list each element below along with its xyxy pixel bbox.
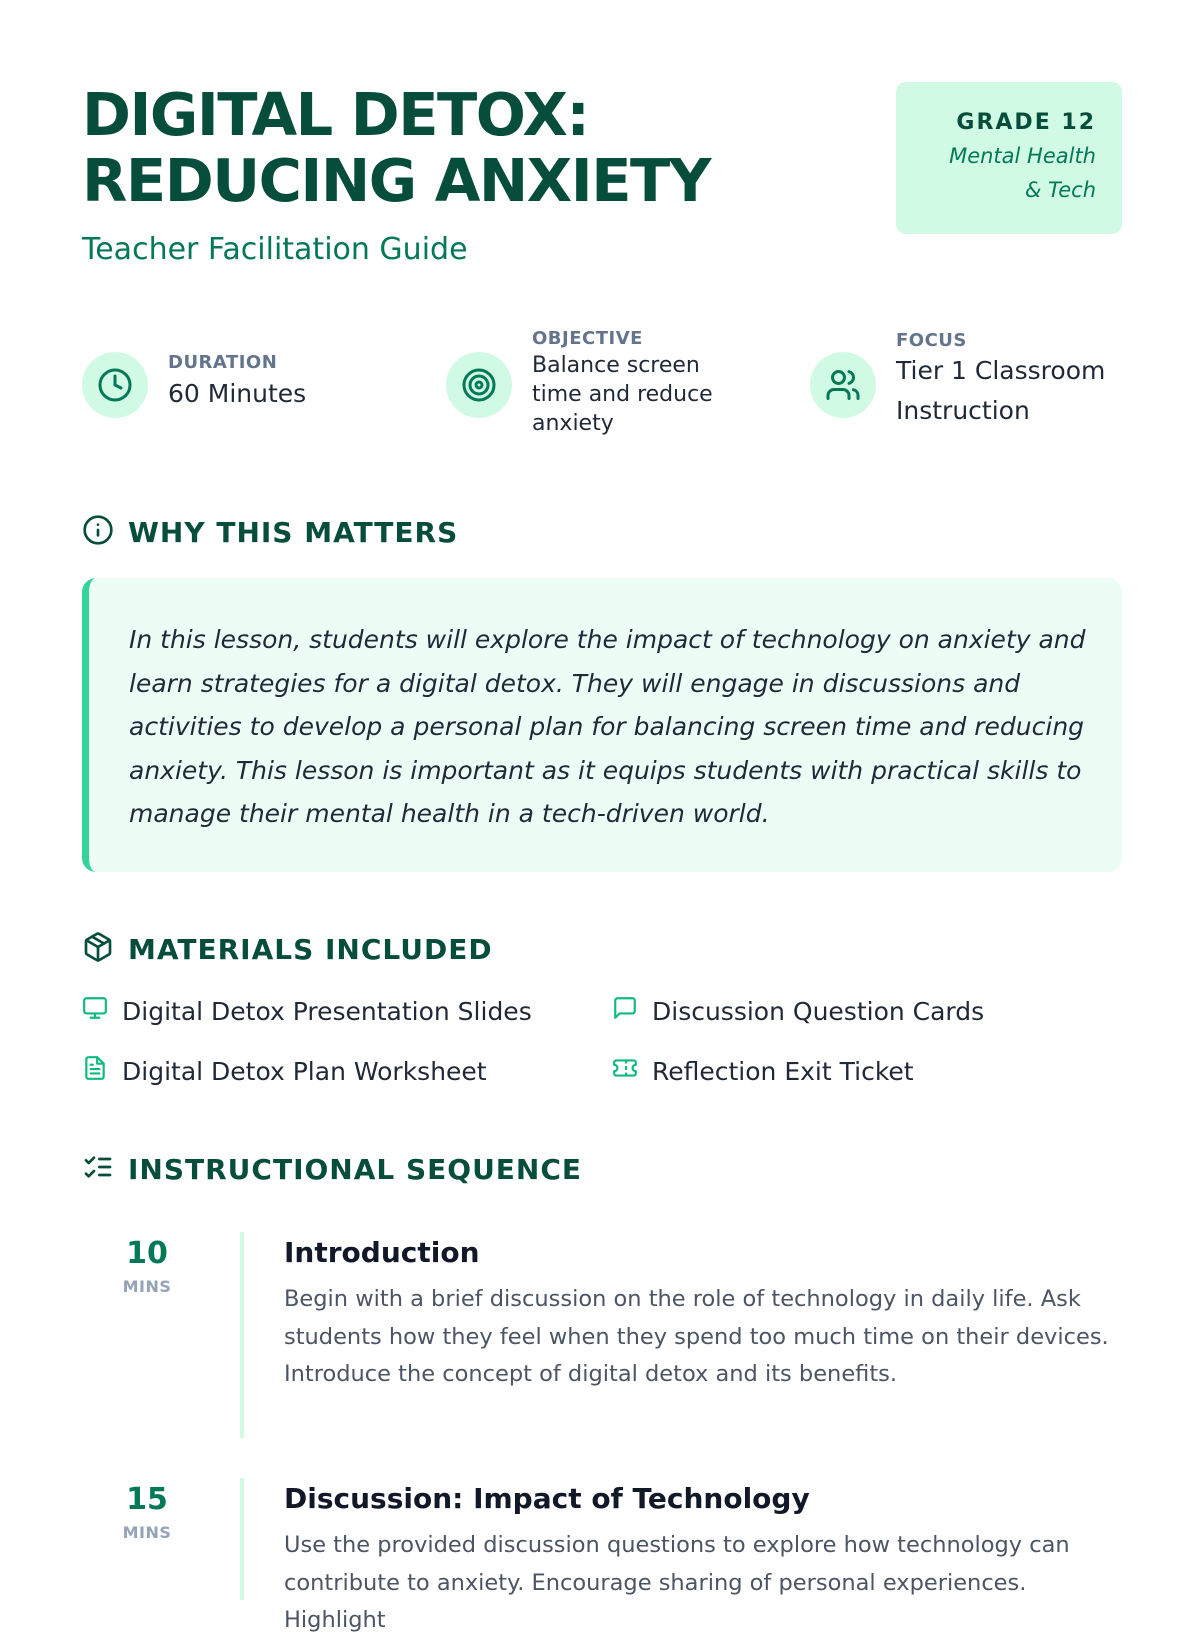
objective-line-3: anxiety — [532, 411, 614, 436]
step-desc-line: Begin with a brief discussion on the role of technology in daily life. Ask — [284, 1286, 1081, 1312]
material-label: Digital Detox Presentation Slides — [122, 996, 532, 1026]
why-line: anxiety. This lesson is important as it equips students with practical skills to — [129, 755, 1082, 785]
page-subtitle: Teacher Facilitation Guide — [82, 232, 468, 267]
focus-line-2: Instruction — [896, 396, 1030, 425]
step-title: Introduction — [284, 1236, 480, 1269]
users-icon — [810, 352, 876, 418]
sequence-section-header — [82, 1151, 582, 1188]
step-description — [284, 1281, 1122, 1394]
message-square-icon — [612, 995, 638, 1027]
materials-heading: MATERIALS INCLUDED — [128, 933, 493, 966]
step-minutes: 15 — [126, 1482, 168, 1517]
why-panel — [82, 578, 1122, 872]
file-text-icon — [82, 1055, 108, 1087]
step-unit: MINS — [122, 1277, 172, 1296]
course-name — [896, 139, 1096, 207]
header — [82, 82, 1122, 282]
step-content — [284, 1482, 1122, 1640]
presentation-icon — [82, 995, 108, 1027]
course-line-2: & Tech — [1024, 178, 1096, 202]
title-line-2: REDUCING ANXIETY — [82, 146, 710, 215]
why-section-header — [82, 514, 458, 551]
step-title: Discussion: Impact of Technology — [284, 1482, 810, 1515]
list-checks-icon — [82, 1151, 114, 1188]
grade-badge — [896, 82, 1122, 234]
title-line-1: DIGITAL DETOX: — [82, 80, 589, 149]
step-unit: MINS — [122, 1523, 172, 1542]
step-minutes: 10 — [126, 1236, 168, 1271]
why-line: manage their mental health in a tech-driven world. — [129, 799, 770, 828]
why-line: activities to develop a personal plan for balancing screen time and reducing — [129, 712, 1085, 741]
step-desc-line: Introduce the concept of digital detox and its benefits. — [284, 1361, 898, 1387]
timeline-divider — [240, 1232, 244, 1438]
step-description — [284, 1527, 1122, 1640]
objective-value — [532, 351, 713, 438]
info-duration — [82, 322, 422, 452]
objective-line-2: time and reduce — [532, 382, 713, 407]
focus-line-1: Tier 1 Classroom — [896, 356, 1106, 385]
list-item — [612, 1055, 914, 1087]
info-circle-icon — [82, 514, 114, 551]
clock-icon — [82, 352, 148, 418]
info-focus — [810, 322, 1122, 452]
focus-value — [896, 351, 1105, 431]
why-line: learn strategies for a digital detox. They will engage in discussions and — [129, 668, 1021, 698]
step-duration — [82, 1482, 212, 1542]
step-desc-line: contribute to anxiety. Encourage sharing of personal experiences. Highlight — [284, 1569, 1027, 1633]
materials-section-header — [82, 931, 493, 968]
duration-value: 60 Minutes — [168, 379, 307, 408]
objective-line-1: Balance screen — [532, 353, 700, 378]
step-content — [284, 1236, 1122, 1394]
sequence-heading: INSTRUCTIONAL SEQUENCE — [128, 1153, 583, 1186]
why-line: In this lesson, students will explore the impact of technology on anxiety and — [129, 625, 1086, 654]
lesson-info — [82, 322, 1122, 452]
course-line-1: Mental Health — [949, 144, 1096, 168]
info-objective — [446, 322, 786, 452]
grade-label: GRADE 12 — [956, 110, 1096, 135]
list-item — [612, 995, 984, 1027]
target-icon — [446, 352, 512, 418]
objective-label: OBJECTIVE — [532, 328, 643, 349]
step-desc-line: students how they feel when they spend too much time on their devices. — [284, 1323, 1109, 1350]
material-label: Reflection Exit Ticket — [652, 1056, 914, 1086]
ticket-icon — [612, 1055, 638, 1087]
focus-label: FOCUS — [896, 330, 967, 351]
list-item — [82, 995, 532, 1027]
timeline-divider — [240, 1478, 244, 1600]
duration-label: DURATION — [168, 352, 278, 373]
why-heading: WHY THIS MATTERS — [128, 516, 459, 549]
sequence-step — [82, 1478, 1122, 1633]
list-item — [82, 1055, 487, 1087]
step-duration — [82, 1236, 212, 1296]
sequence-step — [82, 1232, 1122, 1442]
package-icon — [82, 931, 114, 968]
material-label: Discussion Question Cards — [652, 996, 985, 1026]
material-label: Digital Detox Plan Worksheet — [122, 1056, 487, 1086]
why-text — [129, 618, 1086, 836]
step-desc-line: Use the provided discussion questions to explore how technology can — [284, 1532, 1070, 1558]
